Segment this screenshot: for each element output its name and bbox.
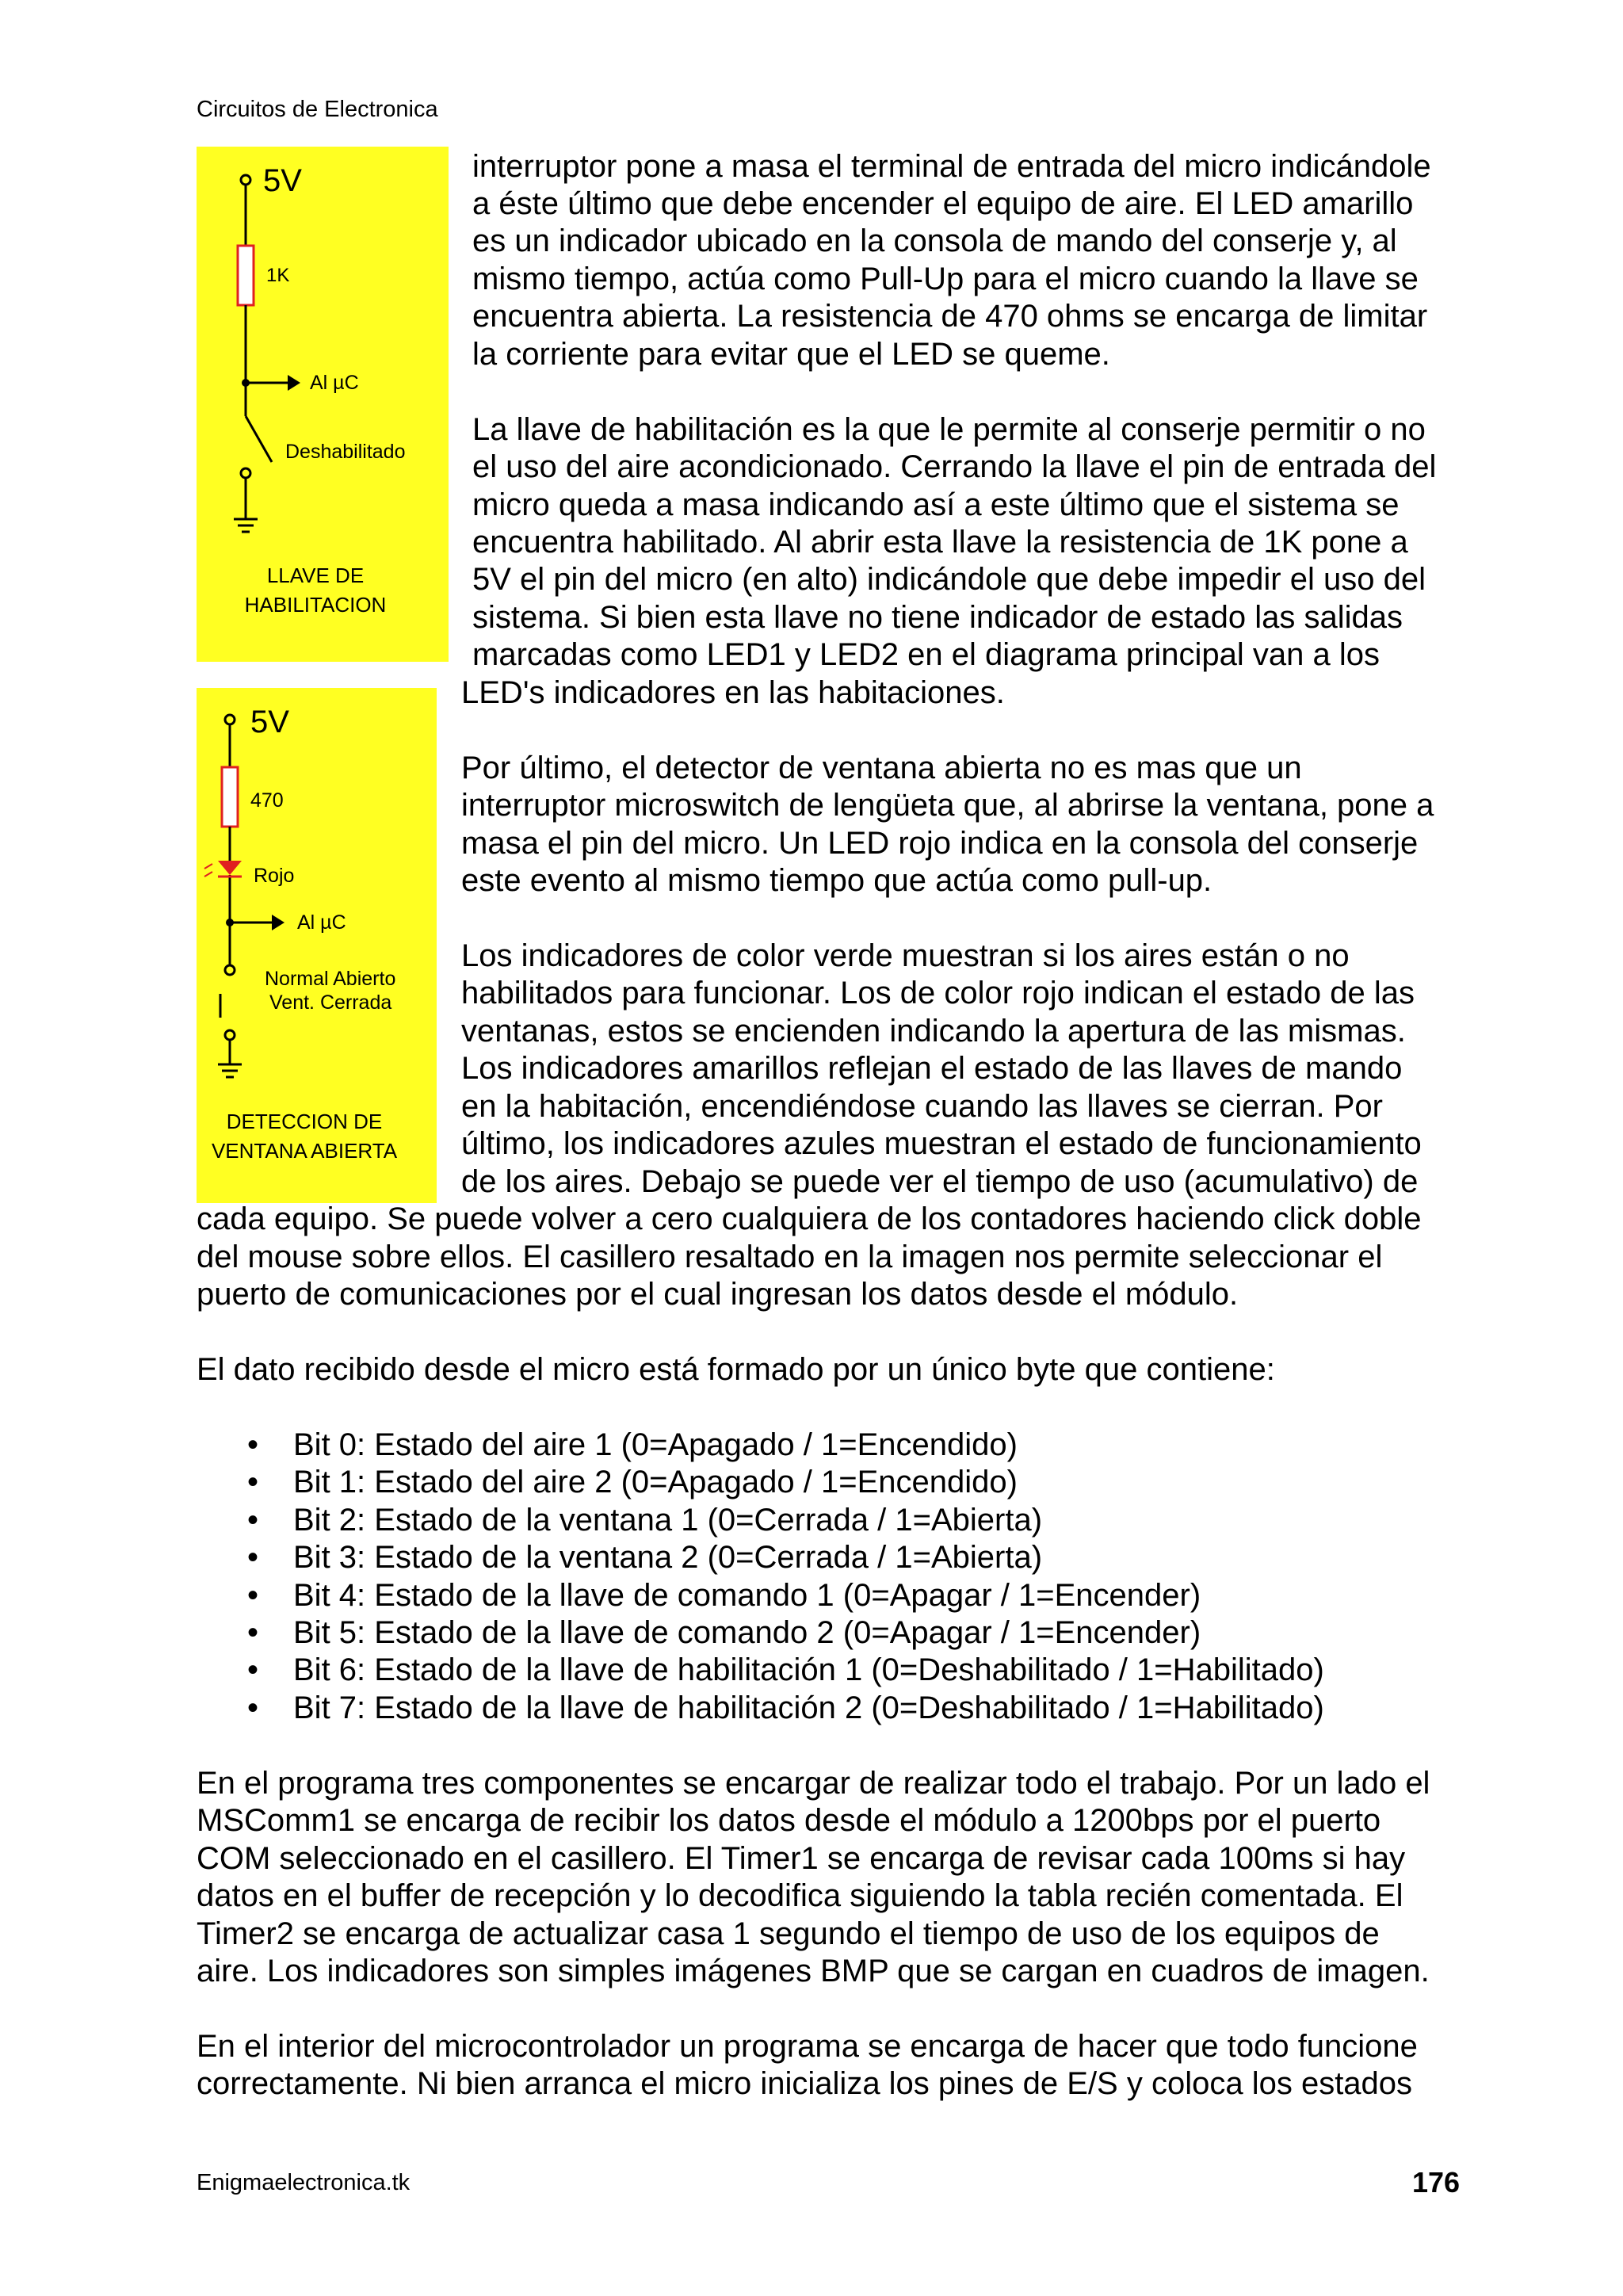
enable-switch-diagram xyxy=(197,147,449,662)
text-line: LED's indicadores en las habitaciones. xyxy=(461,675,1005,710)
text-line: sistema. Si bien esta llave no tiene indicador de estado las salidas xyxy=(472,600,1403,635)
window-detector-diagram xyxy=(197,688,437,1203)
text-line: encuentra habilitado. Al abrir esta llave la resistencia de 1K pone a xyxy=(472,525,1408,560)
text-line: de los aires. Debajo se puede ver el tiempo de uso (acumulativo) de xyxy=(461,1164,1419,1199)
text-line: último, los indicadores azules muestran el estado de funcionamiento xyxy=(461,1126,1422,1161)
list-item: Bit 0: Estado del aire 1 (0=Apagado / 1=Encendido) xyxy=(293,1427,1018,1462)
text-line: interruptor microswitch de lengüeta que, al abrirse la ventana, pone a xyxy=(461,788,1434,823)
text-line: masa el pin del micro. Un LED rojo indica en la consola del conserje xyxy=(461,826,1419,861)
enable-switch-schematic xyxy=(197,147,449,662)
list-item: Bit 7: Estado de la llave de habilitación 2 (0=Deshabilitado / 1=Habilitado) xyxy=(293,1690,1324,1725)
caption-line-1: LLAVE DE xyxy=(266,563,365,587)
list-item: Bit 5: Estado de la llave de comando 2 (0=Apagar / 1=Encender) xyxy=(293,1615,1201,1650)
resistor-label: 1K xyxy=(266,265,290,286)
bullet-icon: • xyxy=(247,1690,259,1725)
text-line: En el interior del microcontrolador un programa se encarga de hacer que todo funcione xyxy=(197,2029,1418,2064)
text-line: mismo tiempo, actúa como Pull-Up para el micro cuando la llave se xyxy=(472,262,1419,296)
bullet-icon: • xyxy=(247,1652,259,1687)
text-line: datos en el buffer de recepción y lo decodifica siguiendo la tabla recién comentada. El xyxy=(197,1878,1403,1913)
text-line: en la habitación, encendiéndose cuando las llaves se cierran. Por xyxy=(461,1089,1383,1124)
bullet-icon: • xyxy=(247,1427,259,1462)
text-line: En el programa tres componentes se encargar de realizar todo el trabajo. Por un lado el xyxy=(197,1766,1430,1801)
text-line: Los indicadores de color verde muestran si los aires están o no xyxy=(461,938,1350,973)
text-line: a éste último que debe encender el equipo de aire. El LED amarillo xyxy=(472,186,1414,221)
window-detector-schematic xyxy=(197,688,437,1203)
list-item: Bit 2: Estado de la ventana 1 (0=Cerrada / 1=Abierta) xyxy=(293,1503,1043,1538)
text-line: es un indicador ubicado en la consola de mando del conserje y, al xyxy=(472,223,1397,258)
text-line: aire. Los indicadores son simples imágenes BMP que se cargan en cuadros de imagen. xyxy=(197,1954,1430,1988)
bullet-icon: • xyxy=(247,1465,259,1499)
text-line: cada equipo. Se puede volver a cero cualquiera de los contadores haciendo click doble xyxy=(197,1201,1422,1236)
bullet-icon: • xyxy=(247,1615,259,1650)
text-line: del mouse sobre ellos. El casillero resaltado en la imagen nos permite seleccionar el xyxy=(197,1240,1383,1274)
footer-site: Enigmaelectronica.tk xyxy=(197,2170,411,2195)
page-header: Circuitos de Electronica xyxy=(197,97,438,122)
list-item: Bit 3: Estado de la ventana 2 (0=Cerrada / 1=Abierta) xyxy=(293,1540,1043,1575)
text-line: Por último, el detector de ventana abierta no es mas que un xyxy=(461,751,1302,785)
text-line: MSComm1 se encarga de recibir los datos desde el módulo a 1200bps por el puerto xyxy=(197,1803,1381,1838)
caption-line-2: VENTANA ABIERTA xyxy=(211,1139,398,1163)
text-line: COM seleccionado en el casillero. El Timer1 se encarga de revisar cada 100ms si hay xyxy=(197,1841,1406,1876)
text-line: interruptor pone a masa el terminal de entrada del micro indicándole xyxy=(472,149,1431,184)
page-number: 176 xyxy=(1412,2166,1461,2199)
text-line: este evento al mismo tiempo que actúa como pull-up. xyxy=(461,863,1212,898)
led-icon xyxy=(218,861,242,875)
text-line: puerto de comunicaciones por el cual ingresan los datos desde el módulo. xyxy=(197,1277,1239,1312)
bullet-icon: • xyxy=(247,1578,259,1613)
text-line: El dato recibido desde el micro está formado por un único byte que contiene: xyxy=(197,1352,1275,1387)
text-line: el uso del aire acondicionado. Cerrando la llave el pin de entrada del xyxy=(472,449,1437,484)
text-line: marcadas como LED1 y LED2 en el diagrama principal van a los xyxy=(472,637,1381,672)
voltage-label: 5V xyxy=(263,163,302,198)
output-label: Al µC xyxy=(310,372,359,394)
text-line: Timer2 se encarga de actualizar casa 1 segundo el tiempo de uso de los equipos de xyxy=(197,1916,1380,1951)
voltage-label: 5V xyxy=(250,705,289,739)
text-line: encuentra abierta. La resistencia de 470 ohms se encarga de limitar xyxy=(472,299,1428,334)
text-line: correctamente. Ni bien arranca el micro inicializa los pines de E/S y coloca los estados xyxy=(197,2066,1413,2101)
list-item: Bit 4: Estado de la llave de comando 1 (0=Apagar / 1=Encender) xyxy=(293,1578,1201,1613)
list-item: Bit 6: Estado de la llave de habilitación 1 (0=Deshabilitado / 1=Habilitado) xyxy=(293,1652,1324,1687)
switch-label: Deshabilitado xyxy=(285,441,406,463)
list-item: Bit 1: Estado del aire 2 (0=Apagado / 1=Encendido) xyxy=(293,1465,1018,1499)
text-line: 5V el pin del micro (en alto) indicándole que debe impedir el uso del xyxy=(472,562,1426,597)
text-line: Los indicadores amarillos reflejan el estado de las llaves de mando xyxy=(461,1051,1403,1086)
resistor-label: 470 xyxy=(250,789,284,812)
text-line: la corriente para evitar que el LED se queme. xyxy=(472,337,1110,372)
text-line: habilitados para funcionar. Los de color rojo indican el estado de las xyxy=(461,976,1415,1010)
bullet-icon: • xyxy=(247,1503,259,1538)
led-label: Rojo xyxy=(254,865,295,887)
switch-label-line-2: Vent. Cerrada xyxy=(269,991,392,1014)
output-label: Al µC xyxy=(297,911,346,934)
switch-label-line-1: Normal Abierto xyxy=(265,968,396,990)
caption-line-1: DETECCION DE xyxy=(226,1110,383,1133)
text-line: ventanas, estos se encienden indicando la apertura de las mismas. xyxy=(461,1014,1406,1049)
caption-line-2: HABILITACION xyxy=(244,593,387,617)
text-line: La llave de habilitación es la que le permite al conserje permitir o no xyxy=(472,412,1426,447)
text-line: micro queda a masa indicando así a este último que el sistema se xyxy=(472,487,1400,522)
bullet-icon: • xyxy=(247,1540,259,1575)
